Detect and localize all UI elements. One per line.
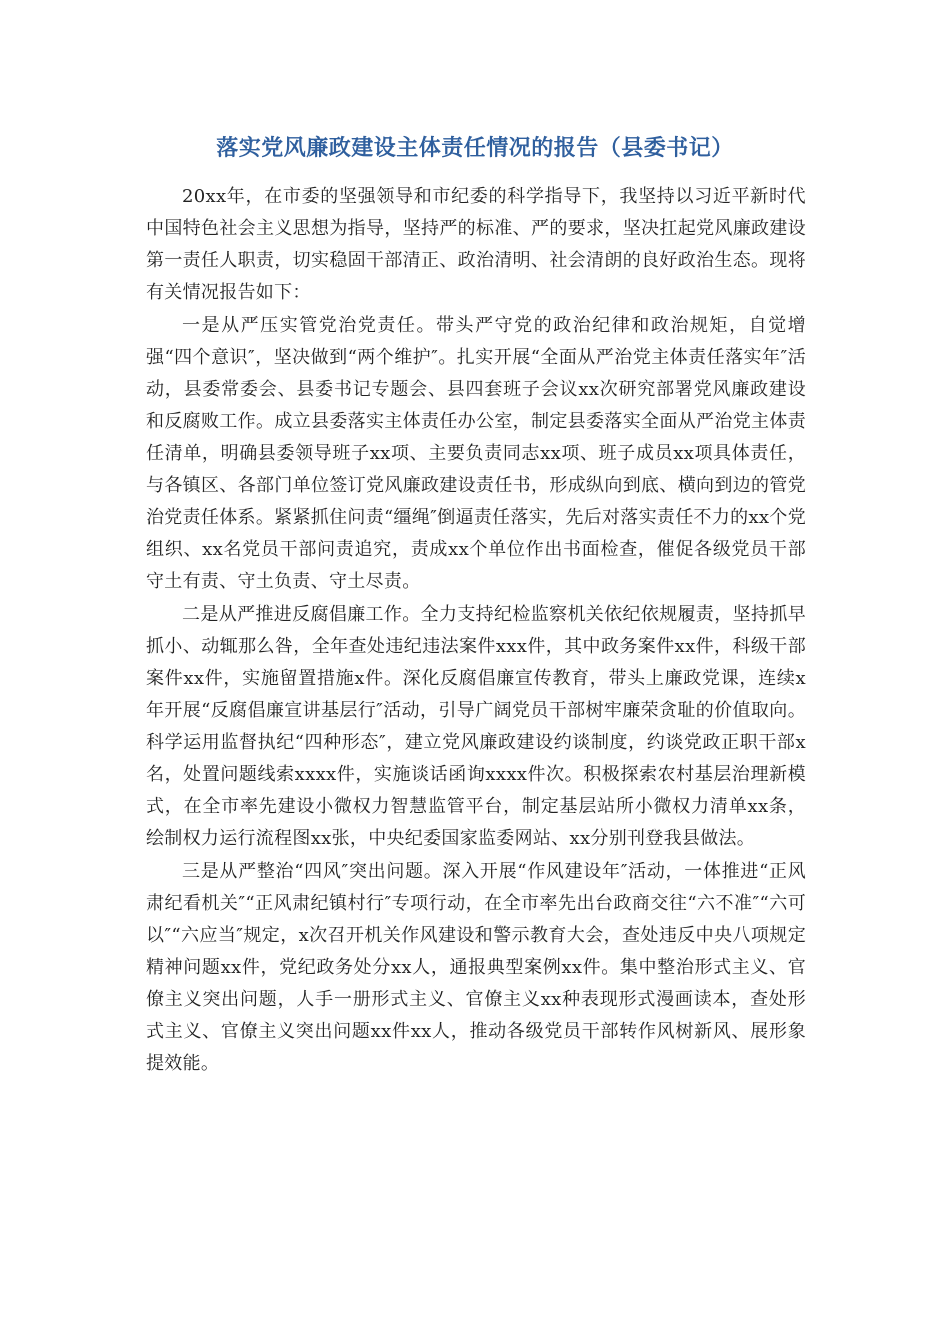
paragraph-responsibility: 一是从严压实管党治党责任。带头严守党的政治纪律和政治规矩，自觉增强“四个意识″，坚决做到“两个维护″。扎实开展“全面从严治党主体责任落实年″活动，县委常委会、县委书记专题会、县四套班子会议xx次研究部署党风廉政建设和反腐败工作。成立县委落实主体责任办公室，制定县委落实全面从严治党主体责任清单，明确县委领导班子xx项、主要负责同志xx项、班子成员xx项具体责任，与各镇区、各部门单位签订党风廉政建设责任书，形成纵向到底、横向到边的管党治党责任体系。紧紧抓住问责“缰绳″倒逼责任落实，先后对落实责任不力的xx个党组织、xx名党员干部问责追究，责成xx个单位作出书面检查，催促各级党员干部守土有责、守土负责、守土尽责。 [146,315,806,592]
paragraph-anticorruption: 二是从严推进反腐倡廉工作。全力支持纪检监察机关依纪依规履责，坚持抓早抓小、动辄那么咎，全年查处违纪违法案件xxx件，其中政务案件xx件，科级干部案件xx件，实施留置措施x件。深化反腐倡廉宣传教育，带头上廉政党课，连续x年开展“反腐倡廉宣讲基层行″活动，引导广阔党员干部树牢廉荣贪耻的价值取向。科学运用监督执纪“四种形态″，建立党风廉政建设约谈制度，约谈党政正职干部x名，处置问题线索xxxx件，实施谈话函询xxxx件次。积极探索农村基层治理新模式，在全市率先建设小微权力智慧监管平台，制定基层站所小微权力清单xx条，绘制权力运行流程图xx张，中央纪委国家监委网站、xx分别刊登我县做法。 [146,604,806,849]
document-body [146,181,806,1080]
document-title: 落实党风廉政建设主体责任情况的报告（县委书记） [216,135,734,161]
paragraph-intro: 20xx年，在市委的坚强领导和市纪委的科学指导下，我坚持以习近平新时代中国特色社会主义思想为指导，坚持严的标准、严的要求，坚决扛起党风廉政建设第一责任人职责，切实稳固干部清正、政治清明、社会清朗的良好政治生态。现将有关情况报告如下： [146,186,806,303]
paragraph-four-winds: 三是从严整治“四风″突出问题。深入开展“作风建设年″活动，一体推进“正风肃纪看机关″“正风肃纪镇村行″专项行动，在全市率先出台政商交往“六不准″“六可以″“六应当″规定，x次召开机关作风建设和警示教育大会，查处违反中央八项规定精神问题xx件，党纪政务处分xx人，通报典型案例xx件。集中整治形式主义、官僚主义突出问题，人手一册形式主义、官僚主义xx种表现形式漫画读本，查处形式主义、官僚主义突出问题xx件xx人，推动各级党员干部转作风树新风、展形象提效能。 [146,861,806,1074]
